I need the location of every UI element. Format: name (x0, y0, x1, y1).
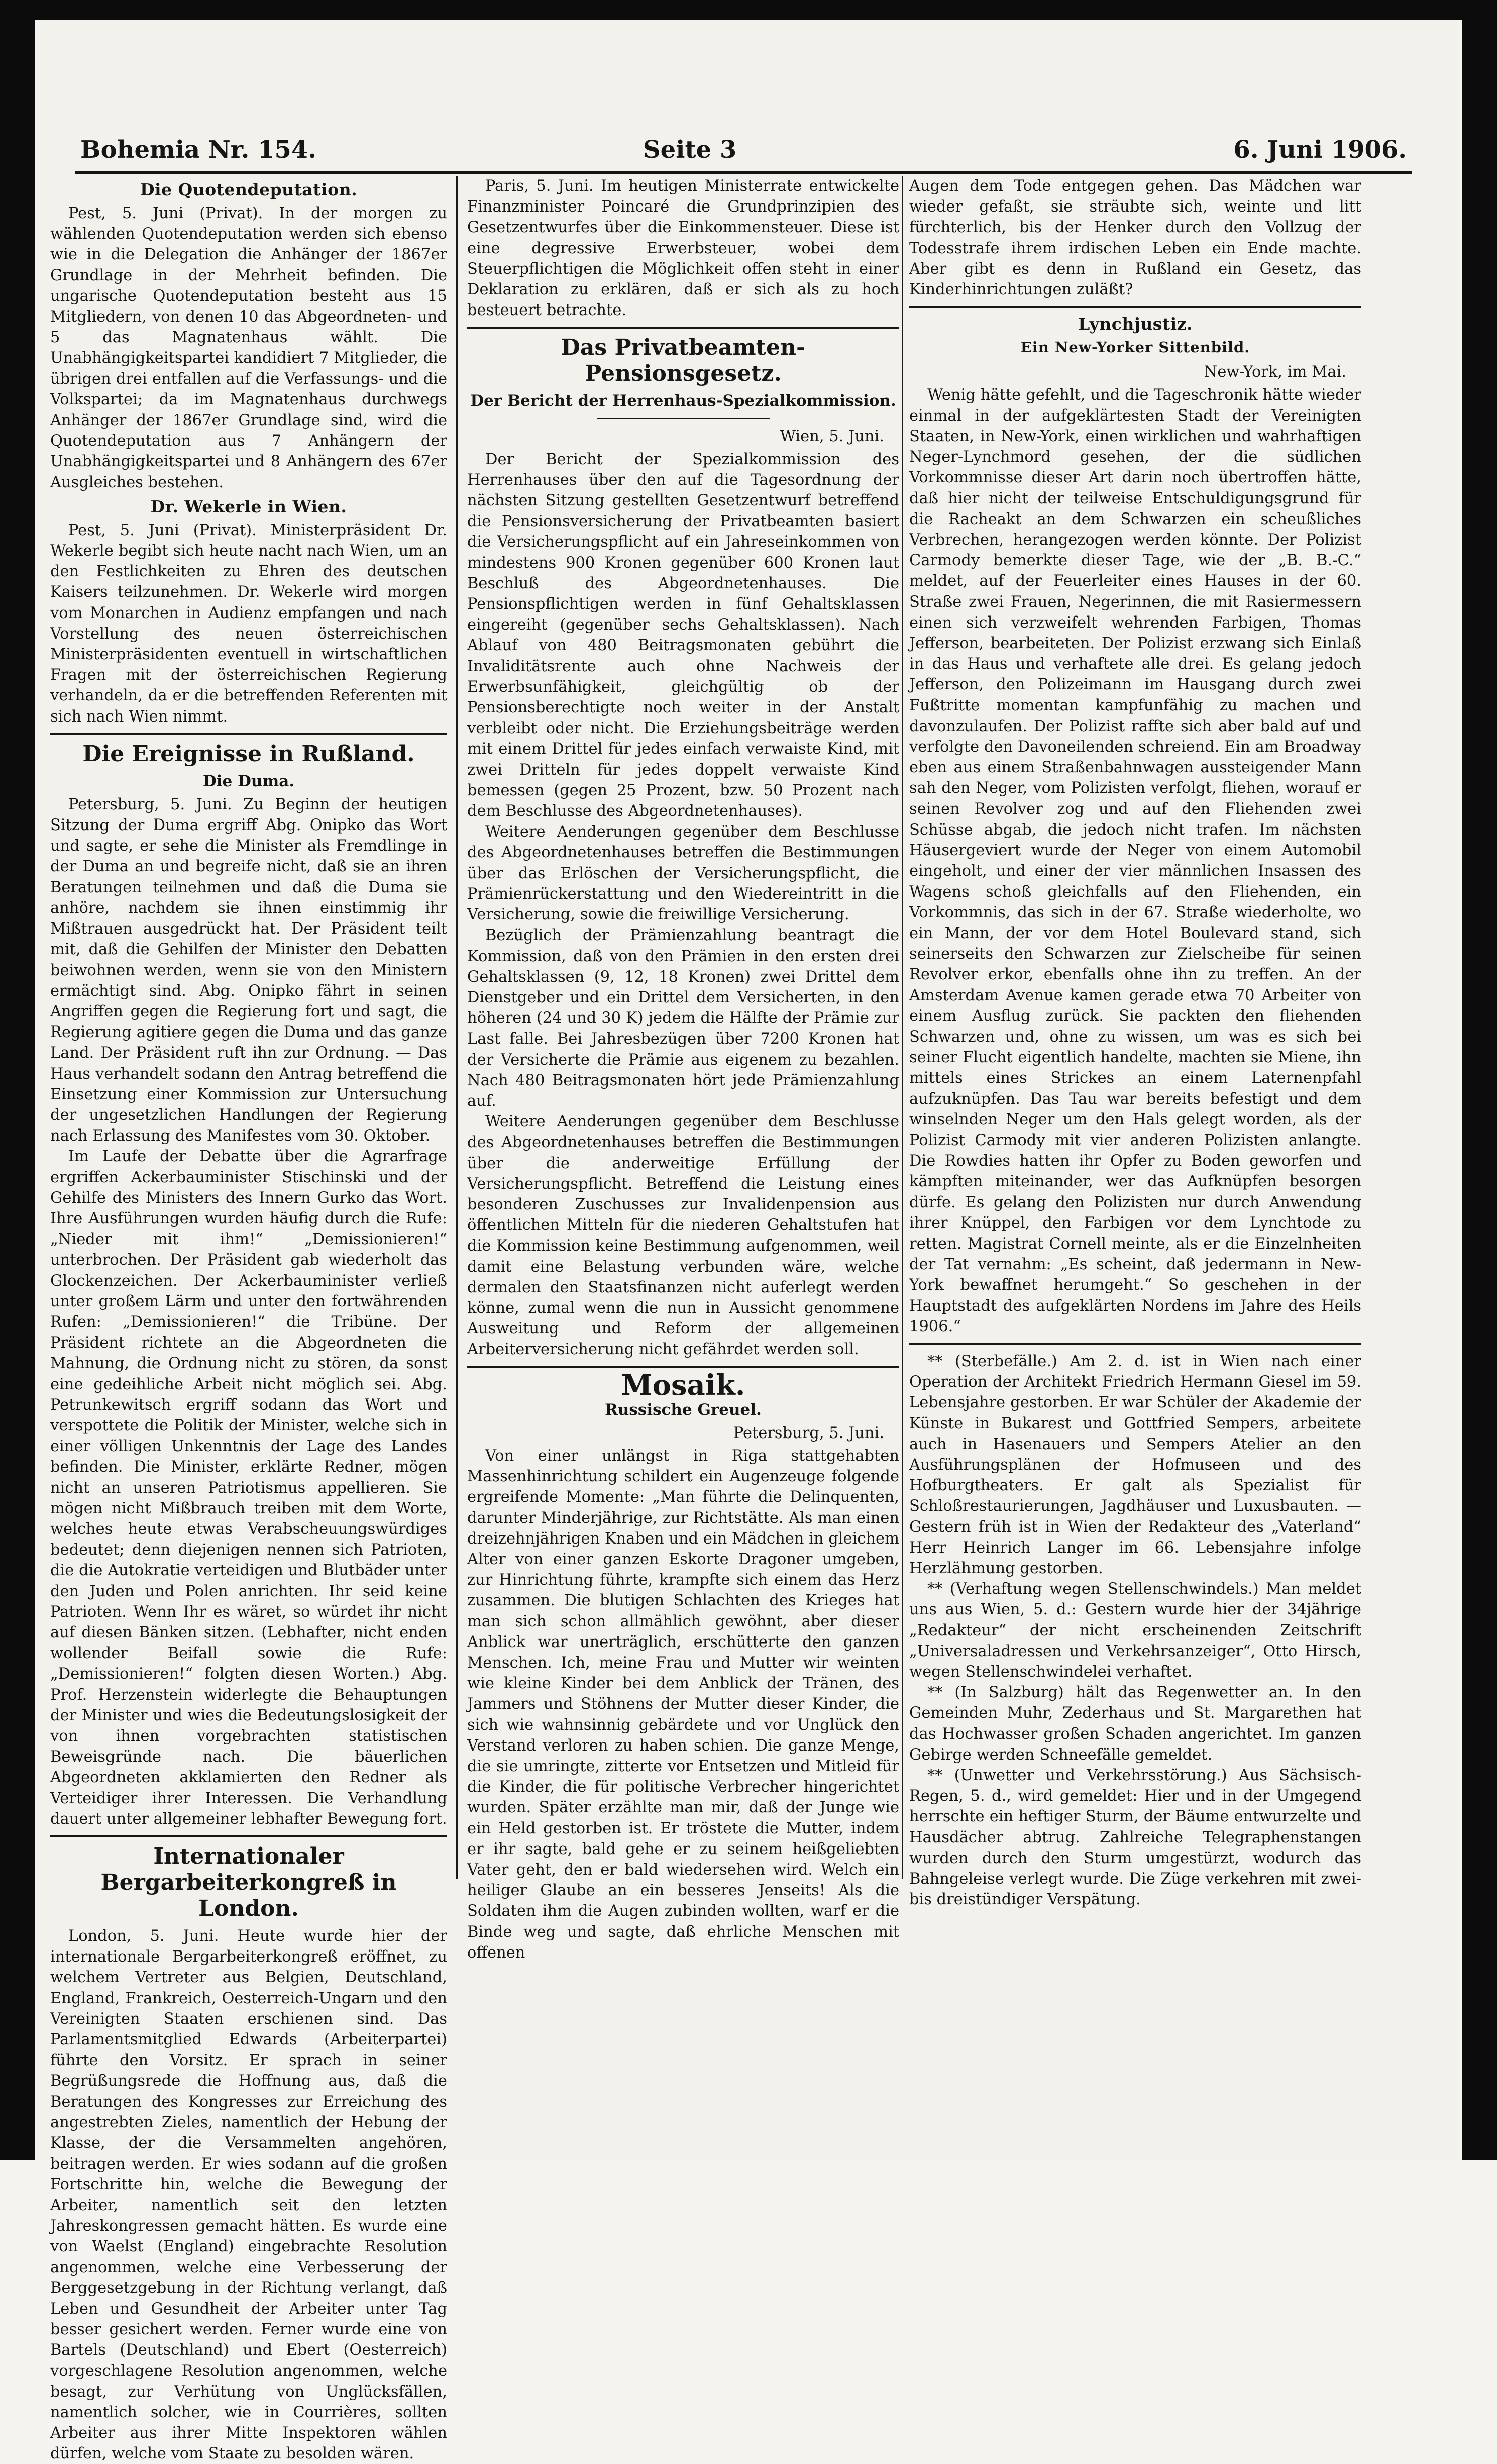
article-title-wekerle: Dr. Wekerle in Wien. (150, 496, 347, 517)
article-title-russland: Die Ereignisse in Rußland. (82, 741, 415, 767)
article-continuation-greuel: Augen dem Tode entgegen gehen. Das Mädchen war wieder gefaßt, sie sträubte sich, weinte und litt fürchterlich, bis der Henker durch den Vollzug der Todesstrafe ihrem irdischen Leben ein Ende machte. Aber gibt es denn in Rußland ein Gesetz, das Kinderhinrichtungen zuläßt? (909, 177, 1361, 299)
article-body-greuel: Von einer unlängst in Riga stattgehabten Massenhinrichtung schildert ein Augenzeuge folgende ergreifende Momente: „Man führte die Delinquenten, darunter Minderjährige, zur Richtstätte. Als man einen dreizehnjährigen Knaben und ein Mädchen in gleichem Alter von einer ganzen Eskorte Dragoner umgeben, zur Hinrichtung führte, krampfte sich einem das Herz zusammen. Die blutigen Schlachten des Krieges hat man sich schon allmählich gewöhnt, aber dieser Anblick war unerträglich, erschütterte den ganzen Menschen. Ich, meine Frau und Mutter wir weinten wie kleine Kinder bei dem Anblick der Tränen, des Jammers und Stöhnens der Mutter dieser Kinder, die sich wie wahnsinnig gebärdete und vor Unglück den Verstand verloren zu haben schien. Die ganze Menge, die sie umringte, zitterte vor Entsetzen und Mitleid für die Kinder, die für politische Verbrecher hingerichtet wurden. Später erzählte man mir, daß der Junge wie ein Held gestorben ist. Er tröstete die Mutter, indem er ihr sagte, bald gehe er zu seinem heißgeliebten Vater geht, den er bald wiedersehen wird. Welch ein heiliger Glaube an ein besseres Jenseits! Als die Soldaten ihm die Augen zubinden wollten, warf er die Binde weg und sagte, daß ehrliche Menschen mit offenen (467, 1447, 899, 1962)
page-number: Seite 3 (643, 136, 737, 164)
article-body-paris: Paris, 5. Juni. Im heutigen Ministerrate entwickelte Finanzminister Poincaré die Grundprinzipien des Gesetzentwurfes über die Einkommensteuer. Diese ist eine degressive Erwerbsteuer, wobei dem Steuerpflichtigen die Möglichkeit offen steht in einer Deklaration zu erklären, daß er sich als zu hoch besteuert betrachte. (467, 177, 899, 320)
news-item-unwetter: ** (Unwetter und Verkehrsstörung.) Aus Sächsisch-Regen, 5. d., wird gemeldet: Hier und in der Umgegend herrschte ein heftiger Sturm, der Bäume entwurzelte und Hausdächer abtrug. Zahlreiche Telegraphenstangen wurden durch den Sturm umgestürzt, wodurch das Bahngeleise verlegt wurde. Die Züge verkehren mit zwei- bis dreistündiger Verspätung. (909, 1767, 1361, 1909)
article-paragraph-duma-2: Im Laufe der Debatte über die Agrarfrage ergriffen Ackerbauminister Stischinski und der Gehilfe des Ministers des Innern Gurko das Wort. Ihre Ausführungen wurden häufig durch die Rufe: „Nieder mit ihm!“ „Demissionieren!“ unterbrochen. Der Präsident gab wiederholt das Glockenzeichen. Der Ackerbauminister verließ unter großem Lärm und unter den fortwährenden Rufen: „Demissionieren!“ die Tribüne. Der Präsident richtete an die Abgeordneten die Mahnung, die Ordnung nicht zu stören, da sonst eine gedeihliche Arbeit nicht möglich sei. Abg. Petrunkewitsch ergriff sodann das Wort und verspottete die Politik der Minister, welche sich in einer völligen Unkenntnis der Lage des Landes befinden. Die Minister, erklärte Redner, mögen nicht an unseren Patriotismus appellieren. Sie mögen nicht Mißbrauch treiben mit dem Worte, welches heute etwas Verabscheuungswürdiges bedeutet; denn diejenigen nennen sich Patrioten, die die Autokratie verteidigen und Blutbäder unter den Juden und Polen anrichten. Ihr seid keine Patrioten. Wenn Ihr es wäret, so würdet ihr nicht auf diesen Bänken sitzen. (Lebhafter, nicht enden wollender Beifall sowie die Rufe: „Demissionieren!“ folgten diesen Worten.) Abg. Prof. Herzenstein widerlegte die Behauptungen der Minister und wies die Bedeutungslosigkeit der von ihnen vorgebrachten statistischen Beweisgründe nach. Die bäuerlichen Abgeordneten akklamierten den Redner als Verteidiger ihrer Interessen. Die Verhandlung dauert unter allgemeiner lebhafter Bewegung fort. (50, 1148, 447, 1828)
column-1 (50, 176, 447, 2463)
news-item-verhaftung: ** (Verhaftung wegen Stellenschwindels.) Man meldet uns aus Wien, 5. d.: Gestern wurde hier der 34jährige „Redakteur“ der nicht erscheinenden Zeitschrift „Universaladressen und Verkehrsanzeiger“, Otto Hirsch, wegen Stellenschwindelei verhaftet. (909, 1580, 1361, 1681)
article-paragraph-duma-1: Petersburg, 5. Juni. Zu Beginn der heutigen Sitzung der Duma ergriff Abg. Onipko das Wort und sagte, er sehe die Minister als Fremdlinge in der Duma an und begreife nicht, daß sie an ihren Beratungen teilnehmen und daß die Duma sie anhöre, nachdem sie ihnen einstimmig ihr Mißtrauen ausgedrückt hat. Der Präsident teilt mit, daß die Gehilfen der Minister den Debatten beiwohnen werden, wenn sie von den Ministern ermächtigt sind. Abg. Onipko fährt in seinen Angriffen gegen die Regierung fort und sagt, die Regierung agitiere gegen die Duma und das ganze Land. Der Präsident ruft ihn zur Ordnung. — Das Haus verhandelt sodann den Antrag betreffend die Einsetzung einer Kommission zur Untersuchung der ungesetzlichen Handlungen der Regierung nach Erlassung des Manifestes vom 30. Oktober. (50, 795, 447, 1145)
news-item-sterbefaelle: ** (Sterbefälle.) Am 2. d. ist in Wien nach einer Operation der Architekt Friedrich Hermann Giesel im 59. Lebensjahre gestorben. Er war Schüler der Akademie der Künste in Bukarest und Gottfried Sempers, arbeitete auch in Hasenauers und Sempers Atelier an den Ausführungsplänen der Hofmuseen und des Hofburgtheaters. Er galt als Spezialist für Schloßrestaurierungen, Jagdhäuser und Luxusbauten. — Gestern früh ist in Wien der Redakteur des „Vaterland“ Herr Heinrich Langer im 66. Lebensjahre infolge Herzlähmung gestorben. (909, 1352, 1361, 1577)
article-title-quotendeputation: Die Quotendeputation. (140, 180, 358, 199)
article-title-bergarbeiter: Internationaler Bergarbeiterkongreß in London. (100, 1843, 397, 1922)
article-subtitle-herrenhaus: Der Bericht der Herrenhaus-Spezialkommission. (470, 392, 896, 410)
section-divider (50, 733, 447, 735)
article-body-wekerle: Pest, 5. Juni (Privat). Ministerpräsident Dr. Wekerle begibt sich heute nacht nach Wien, um an den Festlichkeiten zu Ehren des deutschen Kaisers teilzunehmen. Dr. Wekerle wird morgen vom Monarchen in Audienz empfangen und nach Vorstellung des neuen österreichischen Ministerpräsidenten eventuell in wirtschaftlichen Fragen mit der österreichischen Regierung verhandeln, da er die betreffenden Referenten mit sich nach Wien nimmt. (50, 521, 447, 726)
section-divider (50, 1835, 447, 1837)
dateline-new-york: New-York, im Mai. (1204, 363, 1346, 381)
article-paragraph-pension-4: Weitere Aenderungen gegenüber dem Beschlusse des Abgeordnetenhauses betreffen die Bestimmungen über die anderweitige Erfüllung der Versicherungspflicht. Betreffend die Leistung eines besonderen Zuschusses zur Invalidenpension aus öffentlichen Mitteln für die niederen Gehaltstufen hat die Kommission keine Bestimmung aufgenommen, weil damit eine Belastung verbunden wäre, welche dermalen den Staatsfinanzen nicht auferlegt werden könne, zumal wenn die nun in Aussicht genommene Ausweitung und Reform der allgemeinen Arbeiterversicherung nicht gefährdet werden soll. (467, 1113, 899, 1359)
article-body-quotendeputation: Pest, 5. Juni (Privat). In der morgen zu wählenden Quotendeputation werden sich ebenso wie in die Delegation die Anhänger der 1867er Grundlage in der Mehrheit befinden. Die ungarische Quotendeputation besteht aus 15 Mitgliedern, von denen 10 das Abgeordneten- und 5 das Magnatenhaus wählt. Die Unabhängigkeitspartei kandidiert 7 Mitglieder, die übrigen drei entfallen auf die Verfassungs- und die Volkspartei; da im Magnatenhaus durchwegs Anhänger der 1867er Grundlage sind, wird die Quotendeputation aus 7 Anhängern der Unabhängigkeitspartei und 8 Anhängern des 67er Ausgleiches bestehen. (50, 204, 447, 491)
article-body-bergarbeiter: London, 5. Juni. Heute wurde hier der internationale Bergarbeiterkongreß eröffnet, zu welchem Vertreter aus Belgien, Deutschland, England, Frankreich, Oesterreich-Ungarn und den Vereinigten Staaten erschienen sind. Das Parlamentsmitglied Edwards (Arbeiterpartei) führte den Vorsitz. Er sprach in seiner Begrüßungsrede die Hoffnung aus, daß die Beratungen des Kongresses zur Erreichung des angestrebten Zieles, namentlich der Hebung der Klasse, der die Versammelten angehören, beitragen werden. Er wies sodann auf die großen Fortschritte hin, welche die Bewegung der Arbeiter, namentlich seit den letzten Jahreskongressen gemacht hätten. Es wurde eine von Waelst (England) eingebrachte Resolution angenommen, welche eine Verbesserung der Berggesetzgebung in der Richtung verlangt, daß Leben und Gesundheit der Arbeiter unter Tag besser gesichert werden. Ferner wurde eine von Bartels (Deutschland) und Ebert (Oesterreich) vorgeschlagene Resolution angenommen, welche besagt, zur Verhütung von Unglücksfällen, namentlich solcher, wie in Courrières, sollten Arbeiter aus ihrer Mitte Inspektoren wählen dürfen, welche vom Staate zu besolden wären. (50, 1927, 447, 2463)
section-divider (909, 1343, 1361, 1345)
dateline-petersburg: Petersburg, 5. Juni. (733, 1424, 884, 1442)
scan-edge-top (0, 0, 1497, 20)
column-rule-1 (456, 176, 458, 1879)
column-rule-2 (902, 176, 903, 1879)
section-title-mosaik: Mosaik. (621, 1368, 745, 1402)
section-divider (467, 327, 899, 329)
article-paragraph-pension-2: Weitere Aenderungen gegenüber dem Beschlusse des Abgeordnetenhauses betreffen die Bestimmungen über das Erlöschen der Versicherungspflicht, die Prämienrückerstattung und den Wiedereintritt in die Versicherung, sowie die freiwillige Versicherung. (467, 823, 899, 924)
article-paragraph-pension-3: Bezüglich der Prämienzahlung beantragt die Kommission, daß von den Prämien in den ersten drei Gehaltsklassen (9, 12, 18 Kronen) zwei Drittel dem Dienstgeber und ein Drittel dem Versicherten, in den höheren (24 und 30 K) jedem die Hälfte der Prämie zur Last falle. Bei Jahresbezügen über 7200 Kronen hat der Versicherte die Prämie aus eigenem zu bezahlen. Nach 480 Beitragsmonaten hört jede Prämienzahlung auf. (467, 927, 899, 1110)
column-2 (467, 176, 899, 1962)
article-title-greuel: Russische Greuel. (605, 1400, 762, 1419)
newspaper-name-issue: Bohemia Nr. 154. (80, 136, 316, 164)
article-title-privatbeamten: Das Privatbeamten-Pensionsgesetz. (561, 335, 806, 387)
article-body-lynchjustiz: Wenig hätte gefehlt, und die Tageschronik hätte wieder einmal in der aufgeklärtesten Stadt der Vereinigten Staaten, in New-York, einen wirklichen und wahrhaftigen Neger-Lynchmord gesehen, der die südlichen Vorkommnisse dieser Art darin noch übertroffen hätte, daß hier nicht der teilweise Entschuldigungsgrund für die Racheakt an dem Schwarzen ein scheußliches Verbrechen, herangezogen werden könnte. Der Polizist Carmody bemerkte dieser Tage, wie der „B. B.-C.“ meldet, auf der Feuerleiter eines Hauses in der 60. Straße zwei Frauen, Negerinnen, die mit Rasiermessern einen sich verzweifelt wehrenden Farbigen, Thomas Jefferson, bearbeiteten. Der Polizist erzwang sich Einlaß in das Haus und verhaftete alle drei. Es gelang jedoch Jefferson, den Polizeimann im Hausgang durch zwei Fußtritte momentan kampfunfähig zu machen und davonzulaufen. Der Polizist raffte sich aber bald auf und verfolgte den Davoneilenden schreiend. Ein am Broadway eben aus einem Straßenbahnwagen aussteigender Mann sah den Neger, vom Polizisten verfolgt, fliehen, worauf er seinen Revolver zog und auf den Fliehenden zwei Schüsse abgab, die jedoch nicht trafen. Im nächsten Häusergeviert wurde der Neger von einem Automobil eingeholt, und einer der vier männlichen Insassen des Wagens schoß gleichfalls auf den Fliehenden, ein Vorkommnis, das sich in der 67. Straße wiederholte, wo ein Mann, der vor dem Hotel Boulevard stand, sich seinerseits den Schwarzen zur Zielscheibe für seinen Revolver erkor, ebenfalls ohne ihn zu treffen. An der Amsterdam Avenue kamen gerade etwa 70 Arbeiter von einem Ausflug zurück. Sie packten den fliehenden Schwarzen und, ohne zu wissen, um was es sich bei seiner Flucht eigentlich handelte, machten sie Miene, ihn mittels eines Strickes an einem Laternenpfahl aufzuknüpfen. Das Tau war bereits befestigt und dem winselnden Neger um den Hals gelegt worden, als der Polizist Carmody mit vier anderen Polizisten anlangte. Die Rowdies hatten ihr Opfer zu Boden geworfen und kämpften miteinander, wer das Aufknüpfen besorgen dürfe. Es gelang den Polizisten nur durch Anwendung ihrer Knüppel, den Farbigen vor dem Lynchtode zu retten. Magistrat Cornell meinte, als er die Einzelnheiten der Tat vernahm: „Es scheint, daß jedermann in New-York bewaffnet herumgeht.“ So geschehen in der Hauptstadt des aufgeklärten Nordens im Jahre des Heils 1906.“ (909, 386, 1361, 1336)
issue-date: 6. Juni 1906. (1233, 136, 1407, 164)
article-subtitle-duma: Die Duma. (202, 772, 295, 790)
article-title-lynchjustiz: Lynchjustiz. (1078, 314, 1193, 334)
masthead-rule (75, 171, 1412, 174)
subtitle-divider (597, 418, 770, 419)
news-item-salzburg: ** (In Salzburg) hält das Regenwetter an. In den Gemeinden Muhr, Zederhaus und St. Margarethen hat das Hochwasser großen Schaden angerichtet. Im ganzen Gebirge werden Schneefälle gemeldet. (909, 1684, 1361, 1764)
article-paragraph-pension-1: Der Bericht der Spezialkommission des Herrenhauses über den auf die Tagesordnung der nächsten Sitzung gestellten Gesetzentwurf betreffend die Pensionsversicherung der Privatbeamten basiert die Versicherungspflicht auf ein Jahreseinkommen von mindestens 900 Kronen gegenüber 600 Kronen laut Beschluß des Abgeordnetenhauses. Die Pensionspflichtigen werden in fünf Gehaltsklassen eingereiht (gegenüber sechs Gehaltsklassen). Nach Ablauf von 480 Beitragsmonaten gebührt die Invaliditätsrente auch ohne Nachweis der Erwerbsunfähigkeit, gleichgültig ob der Pensionsberechtigte noch weiter in der Anstalt verbleibt oder nicht. Die Erziehungsbeiträge werden mit einem Drittel für jedes einfach verwaiste Kind, mit zwei Dritteln für jedes doppelt verwaiste Kind bemessen (gegen 25 Prozent, bzw. 50 Prozent nach dem Beschlusse des Abgeordnetenhauses). (467, 450, 899, 820)
section-divider (467, 1366, 899, 1368)
column-3 (909, 176, 1361, 1909)
scan-edge-left (0, 0, 35, 2160)
dateline-wien: Wien, 5. Juni. (780, 428, 884, 446)
masthead (80, 136, 1417, 171)
article-subtitle-sittenbild: Ein New-Yorker Sittenbild. (1020, 339, 1250, 356)
section-divider (909, 306, 1361, 308)
scan-edge-right (1462, 0, 1497, 2160)
